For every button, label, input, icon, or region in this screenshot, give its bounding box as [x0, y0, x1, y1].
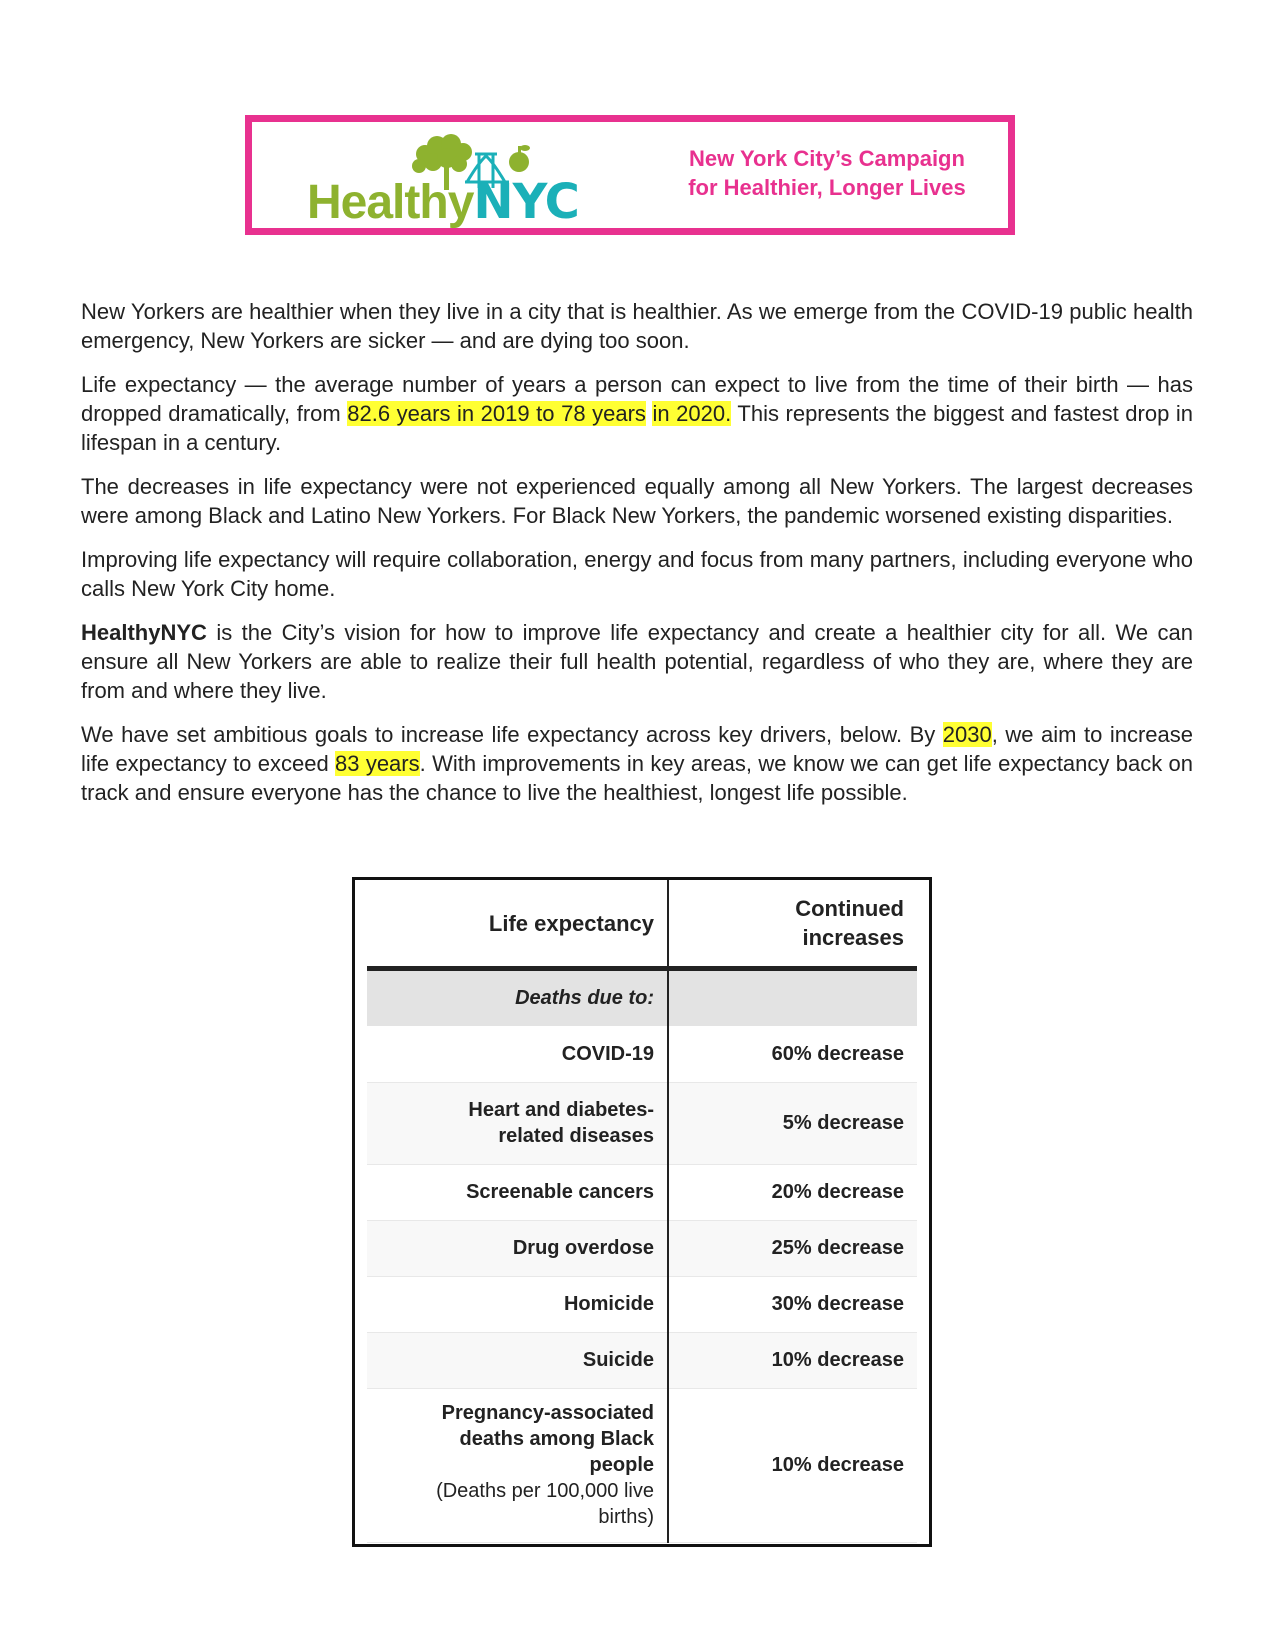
body-text — [81, 297, 1193, 822]
p6-highlight-2: 83 years — [335, 751, 420, 776]
paragraph-5 — [81, 618, 1193, 705]
row-value: 60% decrease — [668, 1026, 917, 1082]
paragraph-1: New Yorkers are healthier when they live in a city that is healthier. As we emerge from the COVID-19 public health emergency, New Yorkers are sicker — and are dying too soon. — [81, 299, 1193, 353]
p2-highlight-1: 82.6 years in 2019 to 78 years — [347, 401, 646, 426]
p2-highlight-2: in 2020. — [652, 401, 732, 426]
row-label: Screenable cancers — [367, 1164, 668, 1220]
p6-text-a: We have set ambitious goals to increase life expectancy across key drivers, below. By — [81, 722, 943, 747]
row-value: 25% decrease — [668, 1220, 917, 1276]
row-value: 10% decrease — [668, 1388, 917, 1542]
table-row — [367, 1164, 917, 1220]
paragraph-3: The decreases in life expectancy were not experienced equally among all New Yorkers. The largest decreases were among Black and Latino New Yorkers. For Black New Yorkers, the pandemic worsened existing disparities. — [81, 474, 1193, 528]
row-label-line: Pregnancy-associated — [441, 1402, 654, 1424]
healthynyc-logo — [307, 132, 607, 232]
row-label: Suicide — [367, 1332, 668, 1388]
header-continued-increases — [668, 880, 917, 969]
row-label — [367, 1388, 668, 1542]
logo-wordmark — [307, 174, 579, 230]
campaign-tagline — [667, 144, 987, 202]
row-label-line: related diseases — [498, 1125, 654, 1147]
table-subheader-row — [367, 969, 917, 1027]
table-row — [367, 1082, 917, 1164]
row-value: 20% decrease — [668, 1164, 917, 1220]
table-row — [367, 1220, 917, 1276]
p2-text-a: Life expectancy — the average number of years a person can expect to live from the time of their birth — has dropped dramatically, from — [81, 372, 1193, 426]
row-value: 10% decrease — [668, 1332, 917, 1388]
tagline-line-2: for Healthier, Longer Lives — [688, 175, 966, 200]
paragraph-6 — [81, 720, 1193, 807]
row-note-line: (Deaths per 100,000 live — [436, 1480, 654, 1502]
table-row — [367, 1026, 917, 1082]
row-label-line: Heart and diabetes- — [468, 1099, 654, 1121]
row-label: Homicide — [367, 1276, 668, 1332]
header-right-line-1: Continued — [795, 896, 904, 921]
row-label-line: deaths among Black — [459, 1428, 654, 1450]
table-header-row — [367, 880, 917, 969]
table-row — [367, 1332, 917, 1388]
row-label-line: people — [589, 1454, 654, 1476]
goals-table — [367, 880, 917, 1543]
row-label — [367, 1082, 668, 1164]
campaign-banner — [245, 115, 1015, 235]
p2-text-c: This represents the biggest and fastest drop in lifespan in a century. — [81, 401, 1193, 455]
row-value: 5% decrease — [668, 1082, 917, 1164]
p6-highlight-1: 2030 — [942, 722, 992, 747]
logo-healthy-text: Healthy — [307, 176, 474, 229]
table-row — [367, 1276, 917, 1332]
logo-nyc-text: NYC — [473, 174, 579, 230]
row-label: Drug overdose — [367, 1220, 668, 1276]
goals-table-box — [352, 877, 932, 1547]
p6-text-c: . With improvements in key areas, we know we can get life expectancy back on track and ensure everyone has the chance to live the healthiest, longest life possible. — [81, 751, 1193, 805]
subheader-empty — [668, 969, 917, 1027]
row-value: 30% decrease — [668, 1276, 917, 1332]
header-right-line-2: increases — [802, 925, 904, 950]
row-label: COVID-19 — [367, 1026, 668, 1082]
p5-text: is the City’s vision for how to improve life expectancy and create a healthier city for all. We can ensure all New Yorkers are able to realize their full health potential, regardless of who they are, where they are from and where they live. — [81, 620, 1193, 703]
subheader-deaths-due-to: Deaths due to: — [367, 969, 668, 1027]
paragraph-4: Improving life expectancy will require collaboration, energy and focus from many partners, including everyone who calls New York City home. — [81, 547, 1193, 601]
header-life-expectancy: Life expectancy — [367, 880, 668, 969]
healthynyc-bold: HealthyNYC — [81, 620, 207, 645]
row-note-line: births) — [598, 1506, 654, 1528]
table-row — [367, 1388, 917, 1542]
paragraph-2 — [81, 370, 1193, 457]
p6-text-b: , we aim to increase life expectancy to exceed — [81, 722, 1193, 776]
tagline-line-1: New York City’s Campaign — [689, 146, 965, 171]
